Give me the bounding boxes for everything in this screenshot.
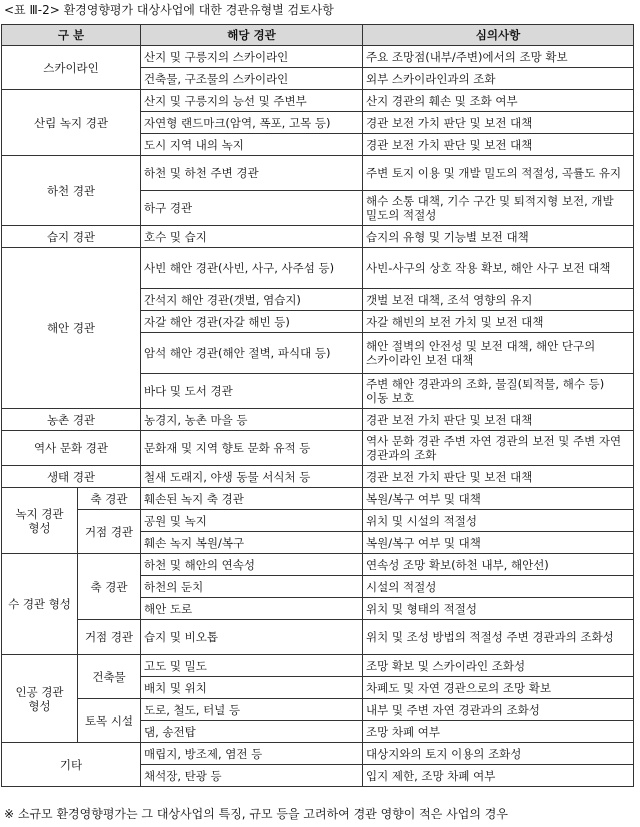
table-row [2,510,634,532]
landscape-cell: 습지 및 비오톱 [141,620,363,655]
landscape-cell: 고도 및 밀도 [141,655,363,677]
category-cell: 기타 [2,743,141,787]
review-cell: 위치 및 시설의 적절성 [363,510,634,532]
review-cell: 외부 스카이라인과의 조화 [363,68,634,90]
landscape-cell: 바다 및 도서 경관 [141,374,363,409]
subcategory-cell: 축 경관 [78,554,141,620]
landscape-cell: 훼손된 녹지 축 경관 [141,488,363,510]
table-row [2,156,634,191]
review-cell: 역사 문화 경관 주변 자연 경관의 보전 및 주변 자연 경관과의 조화 [363,431,634,466]
table-caption: <표 Ⅲ-2> 환경영향평가 대상사업에 대한 경관유형별 검토사항 [4,3,334,17]
category-cell: 녹지 경관 형성 [2,488,78,554]
landscape-cell: 호수 및 습지 [141,226,363,248]
footnote: ※ 소규모 환경영향평가는 그 대상사업의 특징, 규모 등을 고려하여 경관 영향이 적은 사업의 경우 [4,807,508,821]
table-row [2,248,634,289]
landscape-cell: 자갈 해안 경관(자갈 해빈 등) [141,311,363,333]
header-review: 심의사항 [363,25,634,46]
table-row [2,46,634,68]
landscape-cell: 도시 지역 내의 녹지 [141,134,363,156]
table-row [2,488,634,510]
subcategory-cell: 거점 경관 [78,620,141,655]
review-cell: 경관 보전 가치 판단 및 보전 대책 [363,112,634,134]
category-cell: 역사 문화 경관 [2,431,141,466]
review-cell: 주변 해안 경관과의 조화, 물질(퇴적물, 해수 등) 이동 보호 [363,374,634,409]
review-cell: 해수 소통 대책, 기수 구간 및 퇴적지형 보전, 개발 밀도의 적절성 [363,191,634,226]
table-row [2,90,634,112]
subcategory-cell: 축 경관 [78,488,141,510]
landscape-cell: 댐, 송전탑 [141,721,363,743]
category-cell: 하천 경관 [2,156,141,226]
table-row [2,655,634,677]
review-cell: 입지 제한, 조망 차폐 여부 [363,765,634,787]
subcategory-cell: 토목 시설 [78,699,141,743]
review-cell: 위치 및 조성 방법의 적절성 주변 경관과의 조화성 [363,620,634,655]
header-landscape: 해당 경관 [141,25,363,46]
table-row [2,466,634,488]
review-cell: 경관 보전 가치 판단 및 보전 대책 [363,409,634,431]
review-cell: 복원/복구 여부 및 대책 [363,488,634,510]
landscape-cell: 자연형 랜드마크(암역, 폭포, 고목 등) [141,112,363,134]
review-cell: 차폐도 및 자연 경관으로의 조망 확보 [363,677,634,699]
table-row [2,431,634,466]
landscape-cell: 암석 해안 경관(해안 절벽, 파식대 등) [141,333,363,374]
landscape-cell: 문화재 및 지역 향토 문화 유적 등 [141,431,363,466]
review-cell: 대상지와의 토지 이용의 조화성 [363,743,634,765]
review-cell: 주요 조망점(내부/주변)에서의 조망 확보 [363,46,634,68]
subcategory-cell: 건축물 [78,655,141,699]
category-cell: 생태 경관 [2,466,141,488]
header-category: 구 분 [2,25,141,46]
landscape-cell: 해안 도로 [141,598,363,620]
review-cell: 경관 보전 가치 판단 및 보전 대책 [363,466,634,488]
review-cell: 위치 및 형태의 적절성 [363,598,634,620]
category-cell: 습지 경관 [2,226,141,248]
landscape-cell: 하천 및 하천 주변 경관 [141,156,363,191]
review-cell: 조망 확보 및 스카이라인 조화성 [363,655,634,677]
category-cell: 수 경관 형성 [2,554,78,655]
landscape-cell: 배치 및 위치 [141,677,363,699]
review-cell: 조망 차폐 여부 [363,721,634,743]
review-cell: 시설의 적절성 [363,576,634,598]
review-cell: 경관 보전 가치 판단 및 보전 대책 [363,134,634,156]
landscape-cell: 매립지, 방조제, 염전 등 [141,743,363,765]
table-row [2,226,634,248]
landscape-cell: 사빈 해안 경관(사빈, 사구, 사주섬 등) [141,248,363,289]
review-cell: 산지 경관의 훼손 및 조화 여부 [363,90,634,112]
landscape-cell: 하구 경관 [141,191,363,226]
table-row [2,554,634,576]
landscape-cell: 훼손 녹지 복원/복구 [141,532,363,554]
review-cell: 복원/복구 여부 및 대책 [363,532,634,554]
review-cell: 갯벌 보전 대책, 조석 영향의 유지 [363,289,634,311]
category-cell: 스카이라인 [2,46,141,90]
landscape-cell: 산지 및 구릉지의 스카이라인 [141,46,363,68]
landscape-cell: 산지 및 구릉지의 능선 및 주변부 [141,90,363,112]
landscape-cell: 하천 및 해안의 연속성 [141,554,363,576]
review-cell: 사빈-사구의 상호 작용 확보, 해안 사구 보전 대책 [363,248,634,289]
landscape-cell: 철새 도래지, 야생 동물 서식처 등 [141,466,363,488]
landscape-review-table [1,24,634,787]
review-cell: 자갈 해빈의 보전 가치 및 보전 대책 [363,311,634,333]
table-row [2,620,634,655]
landscape-cell: 하천의 둔치 [141,576,363,598]
landscape-cell: 농경지, 농촌 마을 등 [141,409,363,431]
landscape-cell: 간석지 해안 경관(갯벌, 염습지) [141,289,363,311]
review-cell: 연속성 조망 확보(하천 내부, 해안선) [363,554,634,576]
table-row [2,743,634,765]
review-cell: 내부 및 주변 자연 경관과의 조화성 [363,699,634,721]
category-cell: 인공 경관 형성 [2,655,78,743]
review-cell: 습지의 유형 및 기능별 보전 대책 [363,226,634,248]
review-cell: 해안 절벽의 안전성 및 보전 대책, 해안 단구의 스카이라인 보전 대책 [363,333,634,374]
category-cell: 산림 녹지 경관 [2,90,141,156]
landscape-cell: 건축물, 구조물의 스카이라인 [141,68,363,90]
review-cell: 주변 토지 이용 및 개발 밀도의 적절성, 곡률도 유지 [363,156,634,191]
category-cell: 농촌 경관 [2,409,141,431]
subcategory-cell: 거점 경관 [78,510,141,554]
landscape-cell: 도로, 철도, 터널 등 [141,699,363,721]
table-row [2,409,634,431]
category-cell: 해안 경관 [2,248,141,409]
table-row [2,699,634,721]
landscape-cell: 공원 및 녹지 [141,510,363,532]
landscape-cell: 채석장, 탄광 등 [141,765,363,787]
